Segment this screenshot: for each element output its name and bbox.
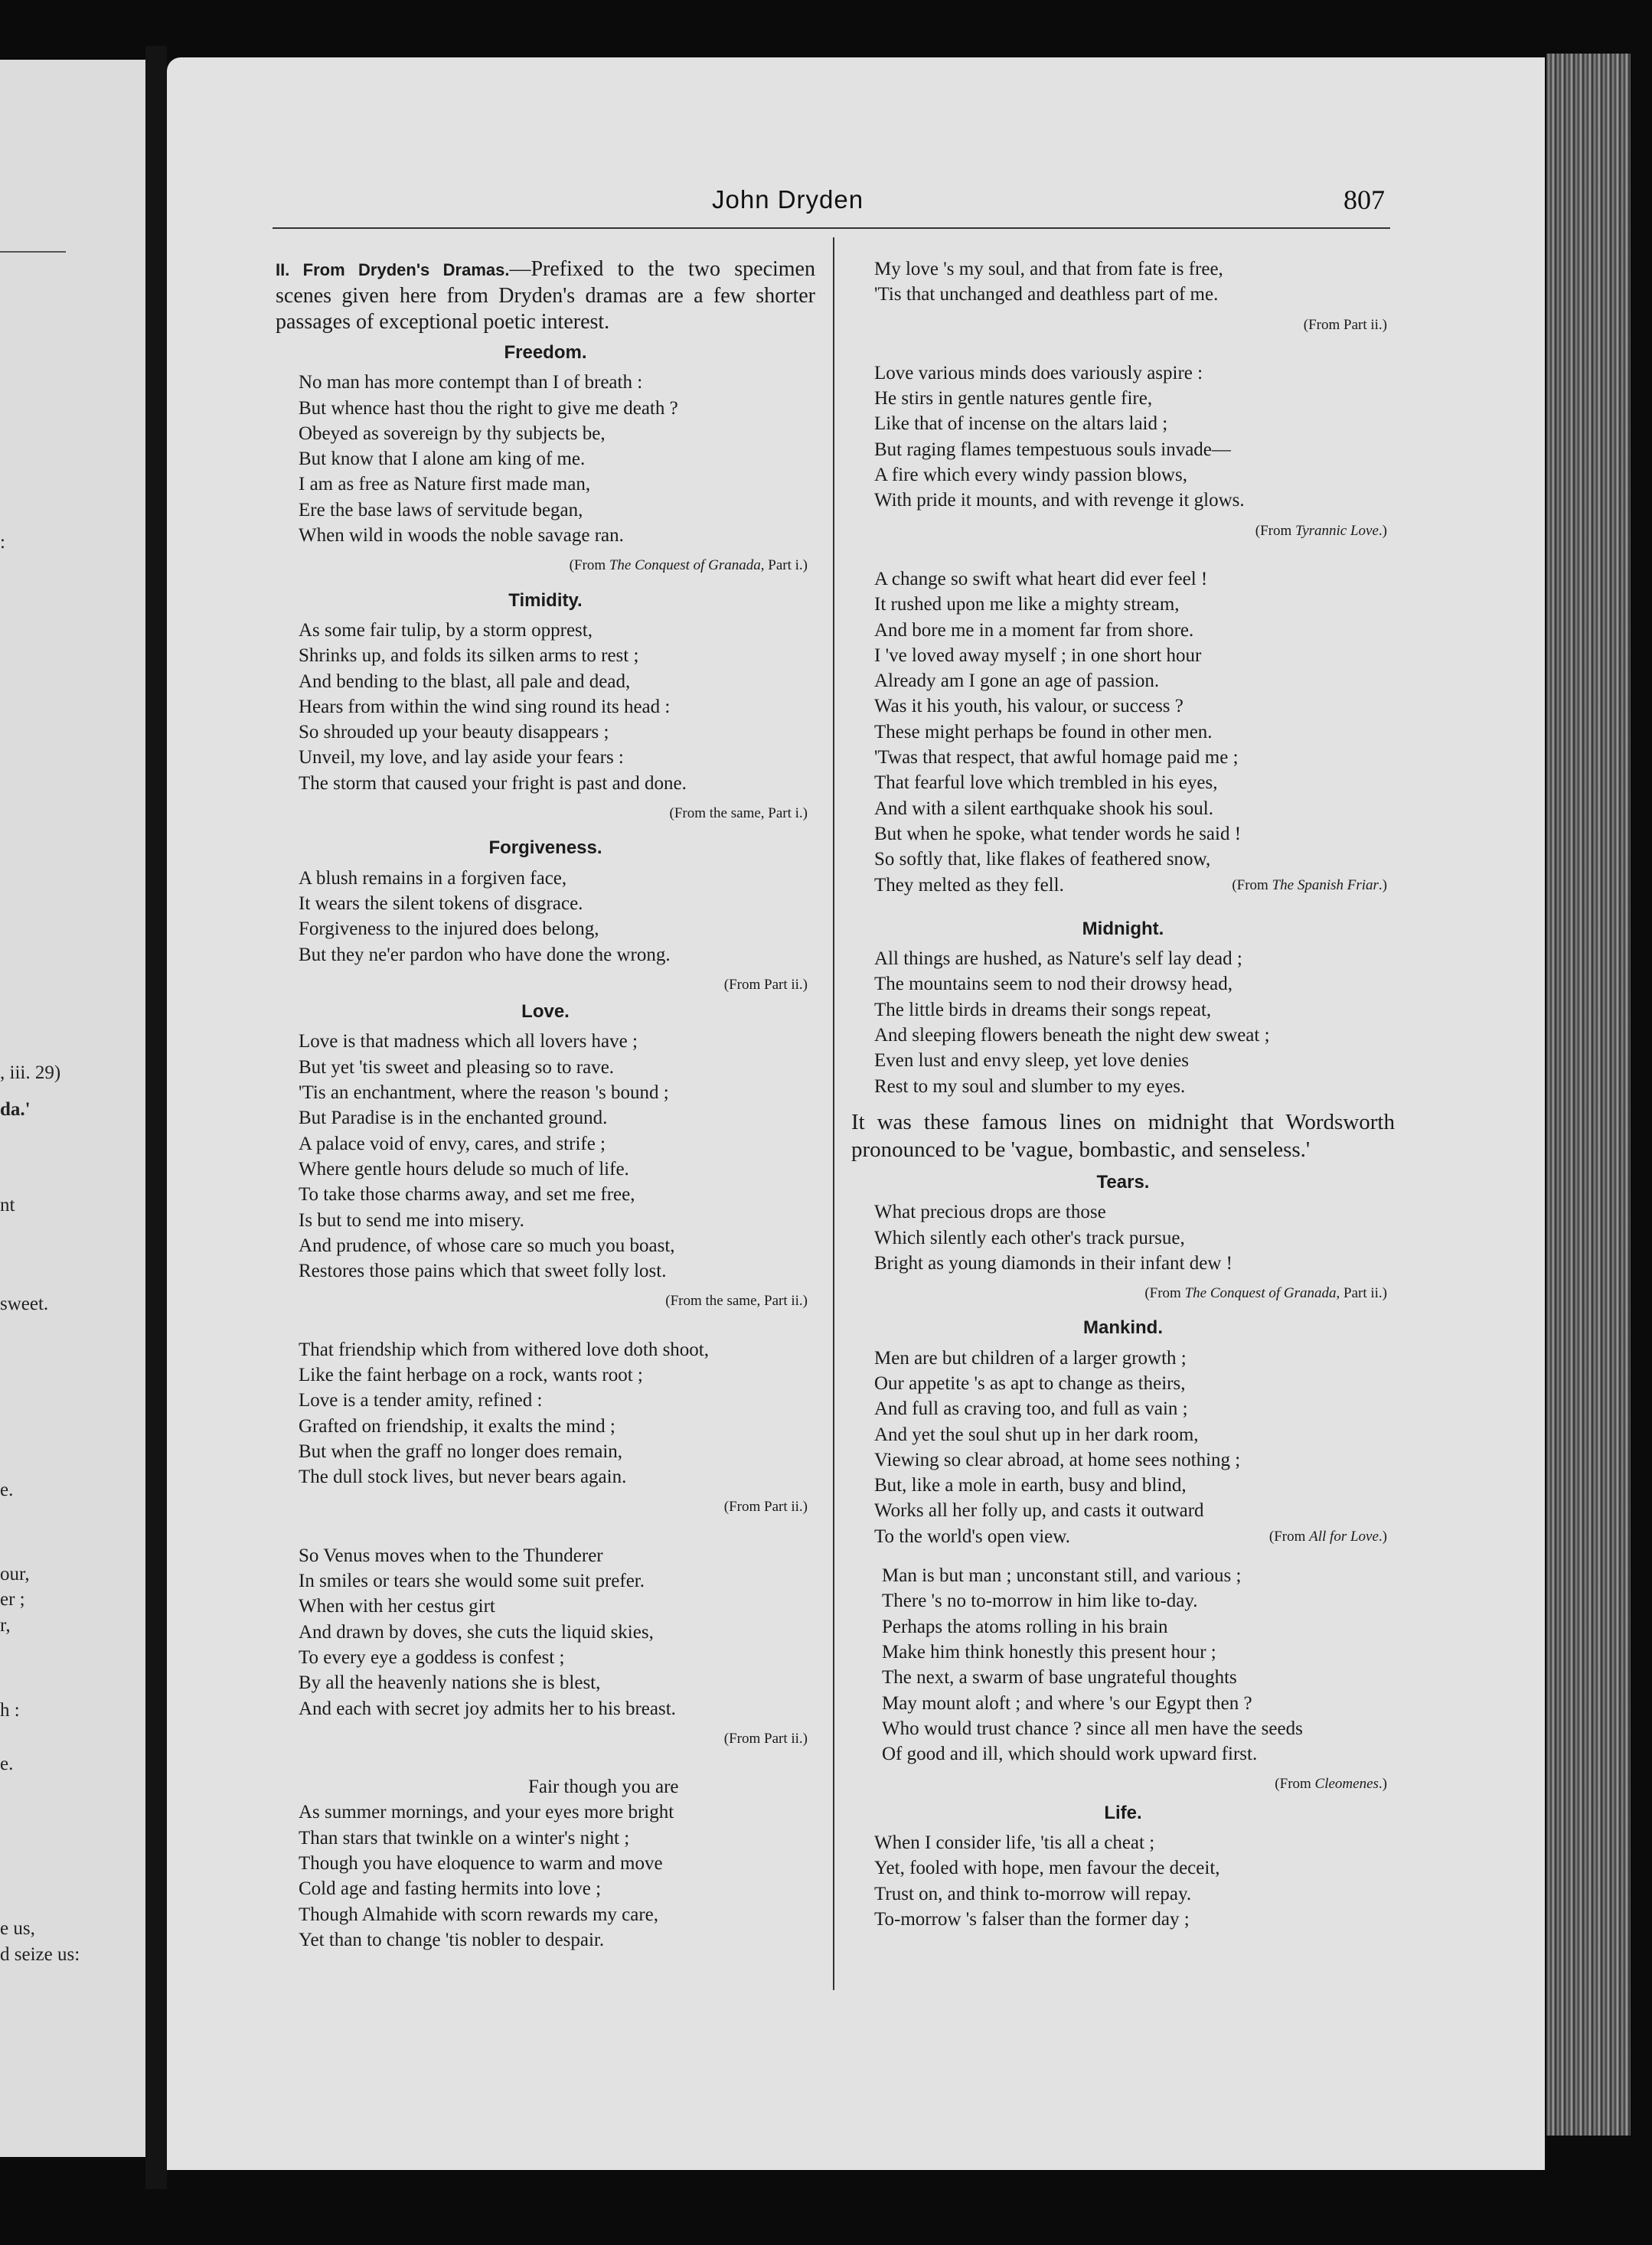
- section-heading-mankind: Mankind.: [1082, 1317, 1163, 1339]
- verse-line: All things are hushed, as Nature's self lay dead ;: [874, 948, 1242, 970]
- poem-fair: [276, 1774, 815, 1953]
- poem-tears: [851, 1199, 1395, 1276]
- source-citation: (From the same, Part i.): [669, 805, 808, 822]
- poem-mankind: [851, 1346, 1395, 1549]
- facing-page-fragment: [0, 60, 145, 2157]
- verse-line: My love 's my soul, and that from fate is free,: [874, 259, 1223, 279]
- verse-line: The next, a swarm of base ungrateful thoughts: [882, 1667, 1237, 1689]
- poem-freedom: [276, 370, 815, 548]
- facing-page-text: e.: [0, 1754, 14, 1774]
- poem-timidity: [276, 618, 815, 796]
- section-heading-freedom: Freedom.: [504, 342, 587, 363]
- source-citation: (From Part ii.): [723, 1730, 808, 1747]
- verse-line: When wild in woods the noble savage ran.: [299, 525, 624, 547]
- source-citation: (From Part ii.): [723, 1499, 808, 1516]
- facing-page-text: our,: [0, 1564, 30, 1584]
- poem-venus: [276, 1543, 815, 1721]
- verse-line: A change so swift what heart did ever feel !: [874, 568, 1208, 589]
- verse-line: But, like a mole in earth, busy and blind,: [874, 1475, 1187, 1496]
- facing-page-text: da.': [0, 1099, 31, 1120]
- page-edges: [1546, 54, 1631, 2136]
- verse-line: And bore me in a moment far from shore.: [874, 619, 1194, 641]
- verse-line: Who would trust chance ? since all men have the seeds: [882, 1718, 1303, 1739]
- verse-line: But Paradise is in the enchanted ground.: [299, 1108, 608, 1129]
- verse-line: And with a silent earthquake shook his soul.: [874, 798, 1213, 819]
- running-title: John Dryden: [712, 185, 864, 214]
- facing-page-text: , iii. 29): [0, 1062, 61, 1083]
- verse-line: They melted as they fell. (From The Spanish Friar.): [874, 873, 1395, 898]
- source-citation: (From Cleomenes.): [1275, 1776, 1387, 1793]
- verse-line: Man is but man ; unconstant still, and various ;: [882, 1565, 1242, 1587]
- verse-line: But when he spoke, what tender words he said !: [874, 823, 1242, 844]
- verse-line: Men are but children of a larger growth ;: [874, 1347, 1187, 1369]
- book-gutter: [145, 46, 167, 2189]
- verse-line: May mount aloft ; and where 's our Egypt then ?: [882, 1692, 1252, 1714]
- verse-line: To-morrow 's falser than the former day ;: [874, 1908, 1190, 1930]
- verse-line: Ere the base laws of servitude began,: [299, 499, 583, 520]
- verse-line: Rest to my soul and slumber to my eyes.: [874, 1075, 1186, 1097]
- verse-line: Though Almahide with scorn rewards my care,: [299, 1904, 659, 1925]
- verse-line: Than stars that twinkle on a winter's night ;: [299, 1827, 630, 1849]
- verse-line: That friendship which from withered love doth shoot,: [299, 1339, 709, 1360]
- section-heading-midnight: Midnight.: [1082, 918, 1164, 939]
- source-citation: (From All for Love.): [1268, 1528, 1387, 1545]
- verse-line: But they ne'er pardon who have done the wrong.: [299, 944, 671, 965]
- poem-man: [851, 1563, 1395, 1767]
- right-column: [851, 256, 1395, 1932]
- verse-line: But when the graff no longer does remain,: [299, 1441, 623, 1462]
- facing-page-text: :: [0, 532, 5, 553]
- verse-line: The storm that caused your fright is past and done.: [299, 772, 687, 794]
- verse-line: When with her cestus girt: [299, 1596, 495, 1617]
- verse-line: And yet the soul shut up in her dark room,: [874, 1424, 1199, 1445]
- verse-line: With pride it mounts, and with revenge it glows.: [874, 490, 1245, 511]
- verse-line: That fearful love which trembled in his eyes,: [874, 772, 1218, 794]
- verse-line: 'Tis an enchantment, where the reason 's bound ;: [299, 1082, 669, 1104]
- verse-line: Cold age and fasting hermits into love ;: [299, 1878, 602, 1900]
- verse-line: Like that of incense on the altars laid ;: [874, 413, 1168, 435]
- facing-page-text: h :: [0, 1700, 20, 1721]
- verse-line: Was it his youth, his valour, or success ?: [874, 696, 1183, 717]
- column-rule: [833, 237, 834, 1990]
- facing-page-text: e.: [0, 1480, 14, 1500]
- verse-line: But whence hast thou the right to give me death ?: [299, 397, 678, 419]
- verse-line: So shrouded up your beauty disappears ;: [299, 722, 609, 743]
- facing-page-text: nt: [0, 1195, 15, 1215]
- verse-line: Love is a tender amity, refined :: [299, 1390, 543, 1411]
- verse-line: And full as craving too, and full as vain ;: [874, 1398, 1188, 1420]
- verse-line: A fire which every windy passion blows,: [874, 465, 1187, 486]
- verse-line: And prudence, of whose care so much you boast,: [299, 1235, 675, 1256]
- verse-line: The dull stock lives, but never bears again.: [299, 1467, 627, 1488]
- verse-line: Yet than to change 'tis nobler to despair.: [299, 1929, 605, 1950]
- verse-line: I am as free as Nature first made man,: [299, 474, 591, 495]
- verse-line: Yet, fooled with hope, men favour the deceit,: [874, 1858, 1220, 1879]
- verse-line: To every eye a goddess is confest ;: [299, 1646, 565, 1668]
- verse-line: To the world's open view. (From All for Love.): [874, 1524, 1395, 1549]
- verse-line: Love is that madness which all lovers have ;: [299, 1031, 638, 1052]
- section-heading-forgiveness: Forgiveness.: [488, 837, 602, 859]
- poem-love: [276, 1029, 815, 1284]
- verse-line: Fair though you are: [528, 1777, 679, 1798]
- source-citation: (From Part ii.): [723, 976, 808, 993]
- verse-line: Which silently each other's track pursue,: [874, 1227, 1185, 1248]
- intro-paragraph: [276, 256, 815, 335]
- page-number: 807: [1343, 184, 1385, 215]
- verse-line: The little birds in dreams their songs repeat,: [874, 999, 1212, 1020]
- intro-text: —Prefixed to the two specimen scenes given here from Dryden's dramas are a few shorter passages of exceptional poetic interest.: [276, 257, 815, 334]
- verse-line: I 've loved away myself ; in one short hour: [874, 644, 1202, 666]
- verse-line: But know that I alone am king of me.: [299, 449, 586, 470]
- intro-lead: II. From Dryden's Dramas.: [276, 260, 510, 279]
- verse-line: Grafted on friendship, it exalts the mind ;: [299, 1415, 615, 1437]
- section-heading-timidity: Timidity.: [508, 589, 583, 611]
- source-citation: (From The Conquest of Granada, Part ii.): [1144, 1285, 1387, 1302]
- facing-page-rule: [0, 251, 66, 253]
- verse-line: Already am I gone an age of passion.: [874, 671, 1160, 692]
- verse-line: A blush remains in a forgiven face,: [299, 867, 567, 889]
- verse-line: Hears from within the wind sing round its head :: [299, 696, 671, 717]
- source-citation: (From The Conquest of Granada, Part i.): [569, 557, 808, 574]
- poem-forgiveness: [276, 866, 815, 968]
- verse-line: Bright as young diamonds in their infant dew !: [874, 1252, 1232, 1274]
- facing-page-text: r,: [0, 1615, 11, 1636]
- poem-friendship: [276, 1337, 815, 1490]
- verse-line: Restores those pains which that sweet folly lost.: [299, 1261, 667, 1282]
- verse-line: Trust on, and think to-morrow will repay.: [874, 1883, 1192, 1904]
- verse-line: And each with secret joy admits her to his breast.: [299, 1698, 676, 1719]
- verse-line: And bending to the blast, all pale and dead,: [299, 671, 631, 692]
- verse-line: Viewing so clear abroad, at home sees nothing ;: [874, 1449, 1241, 1470]
- poem-soul: [851, 256, 1395, 308]
- verse-line: And drawn by doves, she cuts the liquid skies,: [299, 1621, 654, 1643]
- left-column: [276, 256, 815, 1953]
- verse-line: Perhaps the atoms rolling in his brain: [882, 1616, 1168, 1637]
- verse-line: As summer mornings, and your eyes more bright: [299, 1802, 674, 1823]
- poem-change: [851, 566, 1395, 898]
- verse-line: 'Twas that respect, that awful homage paid me ;: [874, 747, 1239, 768]
- facing-page-text: sweet.: [0, 1294, 49, 1314]
- verse-line: When I consider life, 'tis all a cheat ;: [874, 1832, 1155, 1854]
- verse-line: Love various minds does variously aspire :: [874, 362, 1203, 383]
- verse-line: Shrinks up, and folds its silken arms to rest ;: [299, 645, 639, 667]
- source-citation: (From Part ii.): [1303, 316, 1387, 333]
- verse-line: And sleeping flowers beneath the night dew sweat ;: [874, 1025, 1270, 1046]
- poem-various: [851, 361, 1395, 514]
- section-heading-life: Life.: [1104, 1802, 1142, 1823]
- verse-line: Where gentle hours delude so much of life.: [299, 1158, 629, 1180]
- verse-line: No man has more contempt than I of breath :: [299, 372, 643, 393]
- header-rule: [273, 227, 1390, 229]
- verse-line: What precious drops are those: [874, 1202, 1106, 1223]
- poem-life: [851, 1830, 1395, 1932]
- verse-line: So Venus moves when to the Thunderer: [299, 1545, 603, 1566]
- verse-line: Is but to send me into misery.: [299, 1209, 524, 1231]
- verse-line: There 's no to-morrow in him like to-day.: [882, 1591, 1198, 1612]
- verse-line: But raging flames tempestuous souls invade—: [874, 439, 1231, 460]
- verse-line: Make him think honestly this present hour ;: [882, 1641, 1216, 1663]
- source-citation: (From The Spanish Friar.): [1232, 876, 1387, 893]
- verse-line: Obeyed as sovereign by thy subjects be,: [299, 423, 606, 444]
- verse-line: The mountains seem to nod their drowsy head,: [874, 974, 1232, 995]
- verse-line: A palace void of envy, cares, and strife ;: [299, 1133, 606, 1154]
- verse-line: By all the heavenly nations she is blest,: [299, 1672, 601, 1694]
- verse-line: It wears the silent tokens of disgrace.: [299, 892, 583, 914]
- verse-line: Our appetite 's as apt to change as theirs,: [874, 1372, 1186, 1394]
- verse-line: Even lust and envy sleep, yet love denies: [874, 1050, 1189, 1072]
- facing-page-text: er ;: [0, 1589, 25, 1610]
- facing-page-text: e us,: [0, 1918, 35, 1939]
- verse-line: As some fair tulip, by a storm opprest,: [299, 619, 593, 641]
- verse-line: Like the faint herbage on a rock, wants root ;: [299, 1364, 643, 1385]
- section-heading-tears: Tears.: [1096, 1171, 1150, 1193]
- verse-line: Of good and ill, which should work upward first.: [882, 1744, 1258, 1765]
- section-heading-love: Love.: [521, 1001, 570, 1023]
- verse-line: So softly that, like flakes of feathered snow,: [874, 849, 1211, 870]
- verse-line: Forgiveness to the injured does belong,: [299, 919, 599, 940]
- verse-line: He stirs in gentle natures gentle fire,: [874, 388, 1153, 410]
- source-citation: (From Tyrannic Love.): [1255, 522, 1387, 539]
- poem-midnight: [851, 946, 1395, 1099]
- source-citation: (From the same, Part ii.): [665, 1293, 808, 1310]
- verse-line: These might perhaps be found in other men.: [874, 721, 1213, 742]
- facing-page-text: d seize us:: [0, 1944, 80, 1965]
- verse-line: But yet 'tis sweet and pleasing so to rave.: [299, 1056, 615, 1078]
- editorial-note: It was these famous lines on midnight that Wordsworth pronounced to be 'vague, bombastic, and senseless.': [851, 1109, 1395, 1162]
- verse-line: Though you have eloquence to warm and move: [299, 1853, 663, 1875]
- verse-line: In smiles or tears she would some suit prefer.: [299, 1571, 645, 1592]
- verse-line: To take those charms away, and set me free,: [299, 1184, 635, 1206]
- verse-line: It rushed upon me like a mighty stream,: [874, 594, 1180, 615]
- verse-line: 'Tis that unchanged and deathless part of me.: [874, 284, 1219, 305]
- verse-line: Works all her folly up, and casts it outward: [874, 1500, 1204, 1522]
- verse-line: Unveil, my love, and lay aside your fears :: [299, 747, 624, 768]
